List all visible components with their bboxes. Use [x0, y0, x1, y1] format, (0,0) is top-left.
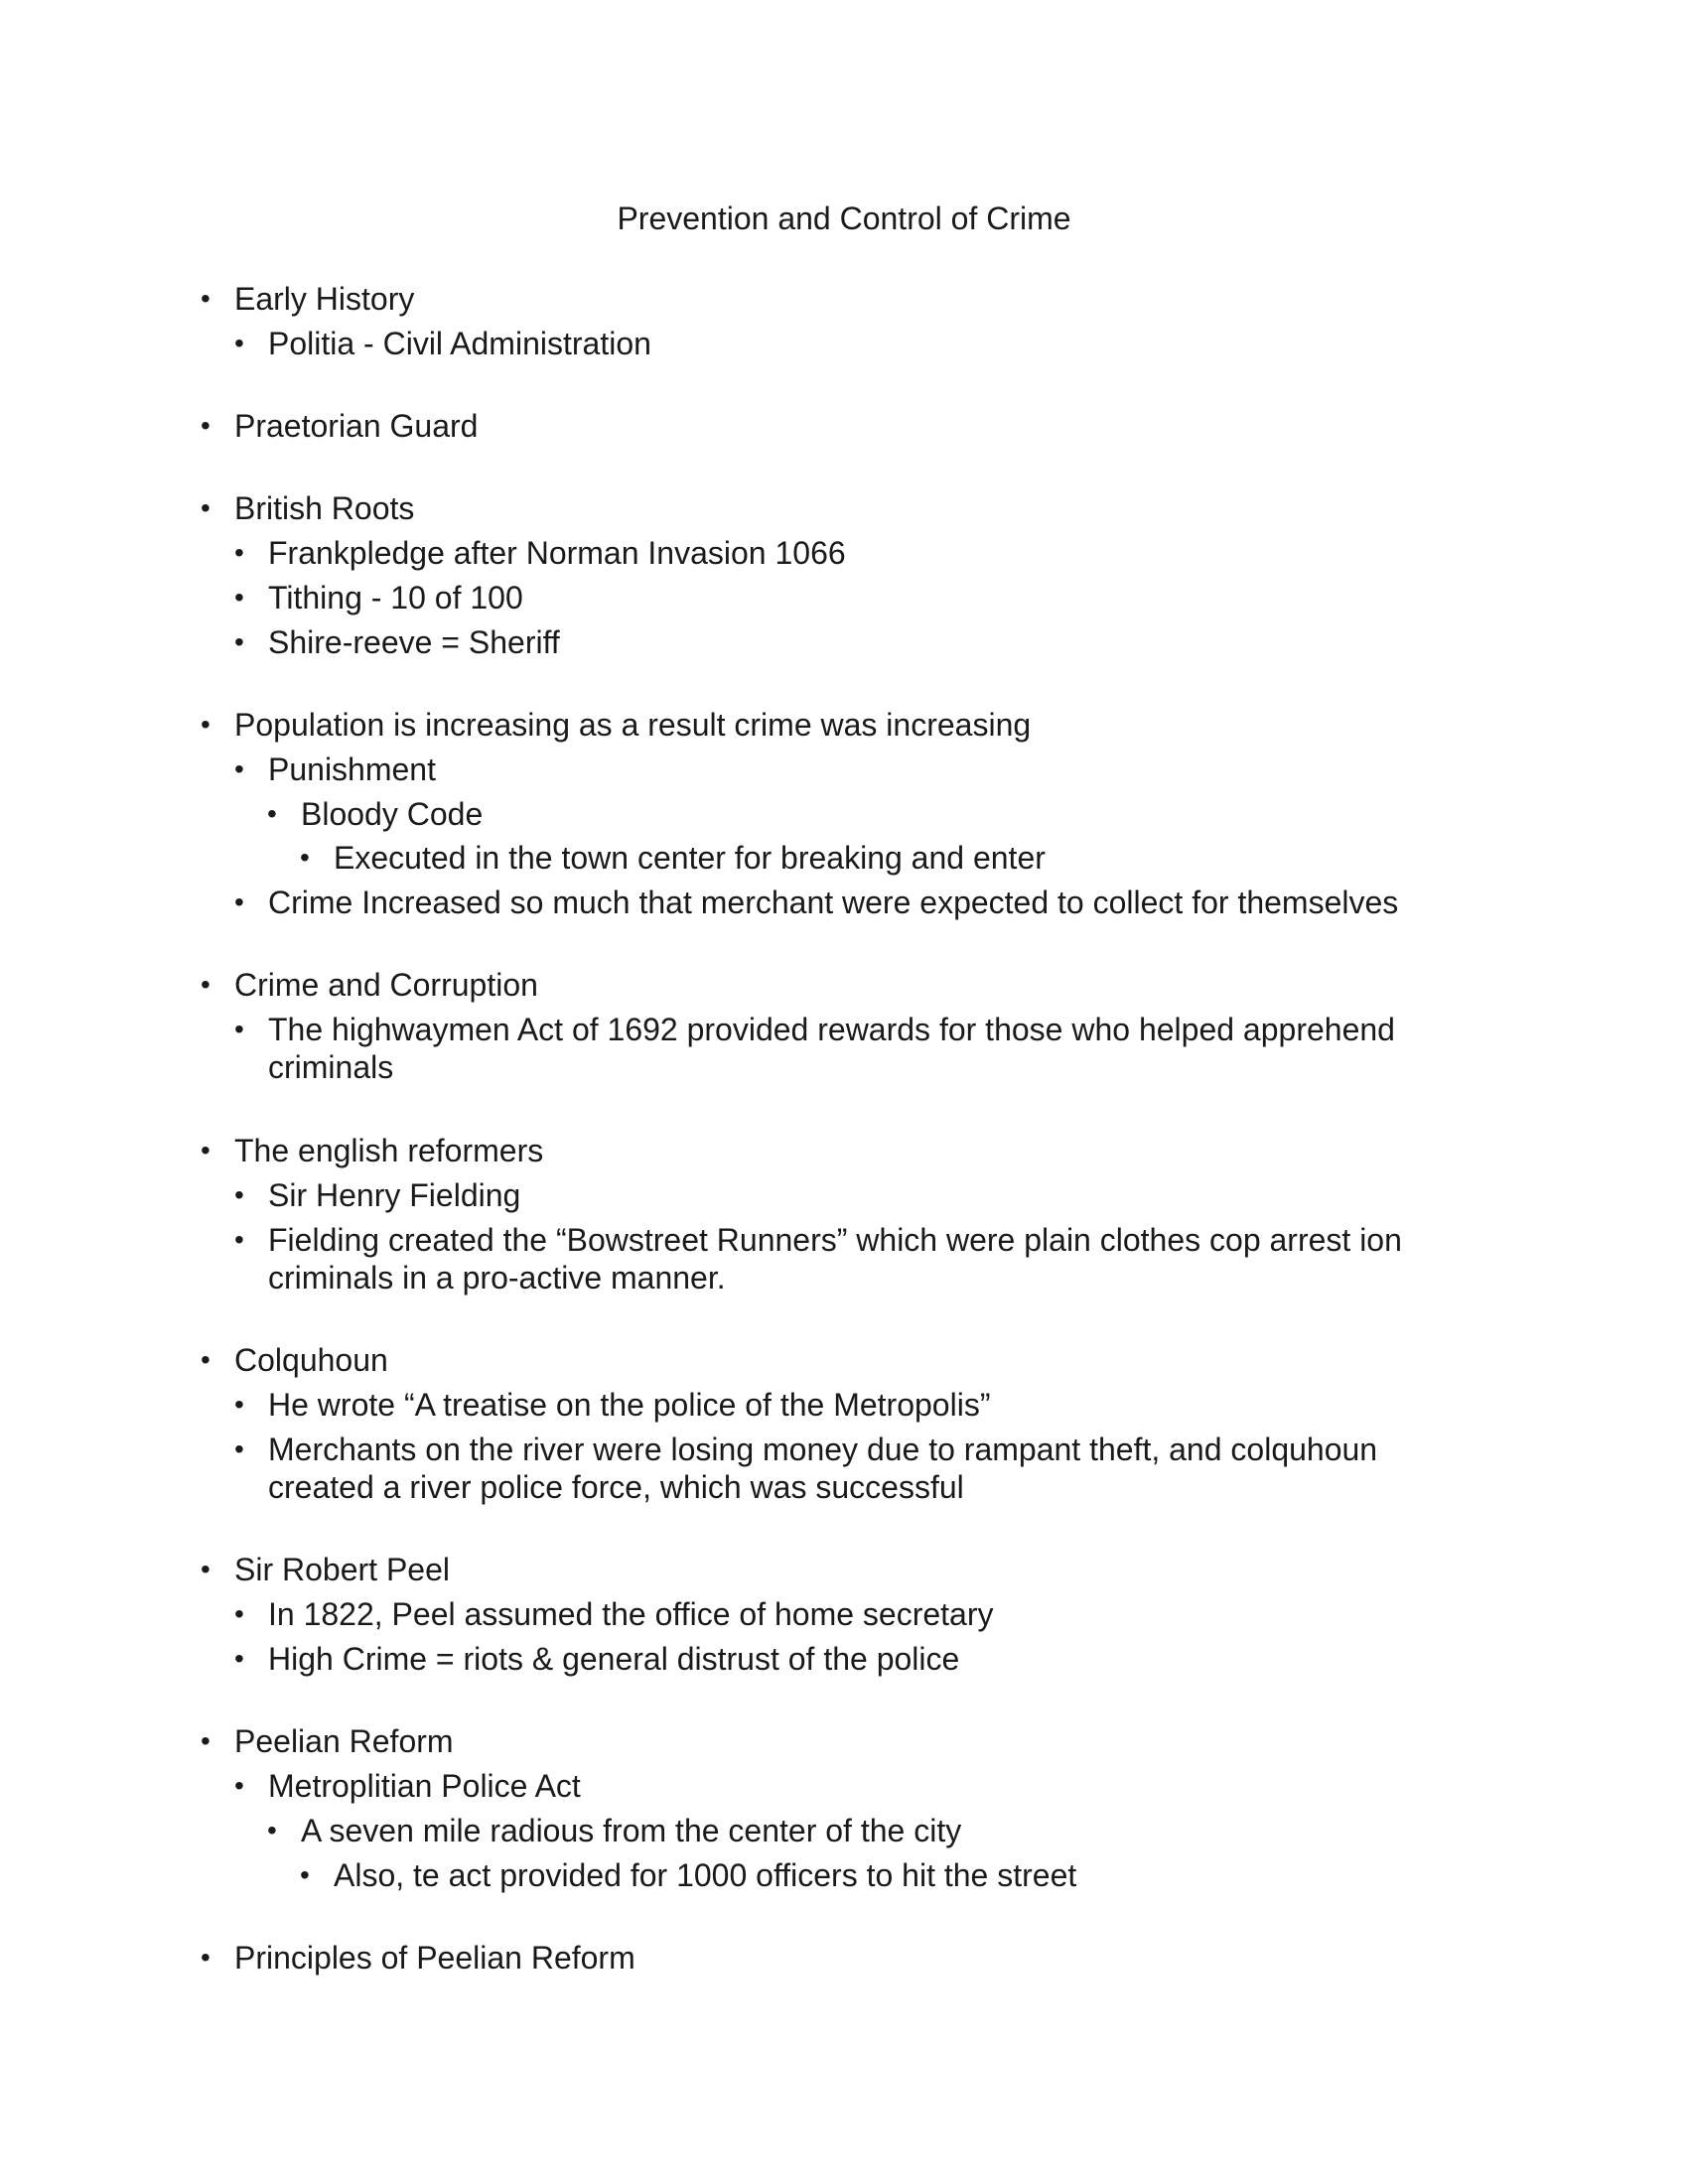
list-item [234, 325, 651, 362]
section-heading [201, 1551, 450, 1588]
list-item-text: Bloody Code [301, 796, 484, 832]
section-heading [201, 489, 415, 527]
section-heading-text: Population is increasing as a result crime was increasing [234, 707, 1032, 743]
bullet-icon: • [201, 410, 211, 441]
section-heading [201, 1939, 635, 1977]
list-item [234, 1640, 960, 1678]
bullet-icon: • [234, 1433, 244, 1464]
bullet-icon: • [234, 328, 244, 358]
section-heading-text: Sir Robert Peel [234, 1552, 450, 1587]
list-item-text: A seven mile radious from the center of the city [301, 1813, 962, 1848]
section-heading-text: Crime and Corruption [234, 967, 538, 1003]
list-item [267, 795, 484, 833]
bullet-icon: • [234, 1224, 244, 1255]
bullet-icon: • [234, 1014, 244, 1044]
bullet-icon: • [234, 887, 244, 917]
bullet-icon: • [234, 537, 244, 568]
bullet-icon: • [234, 626, 244, 657]
bullet-icon: • [234, 1770, 244, 1801]
list-item [300, 1856, 1077, 1894]
list-item-text: Fielding created the “Bowstreet Runners” which were plain clothes cop arrest ion criminals in a pro-active manner. [268, 1222, 1402, 1296]
section-heading [201, 1132, 544, 1169]
bullet-icon: • [201, 969, 211, 1000]
list-item [234, 1221, 1460, 1297]
section-heading-text: Principles of Peelian Reform [234, 1940, 635, 1976]
page-title [0, 199, 1688, 238]
list-item-text: Also, te act provided for 1000 officers to hit the street [334, 1857, 1077, 1893]
list-item-text: Metroplitian Police Act [268, 1768, 581, 1804]
list-item-text: Politia - Civil Administration [268, 326, 651, 361]
section-heading-text: British Roots [234, 490, 415, 526]
bullet-icon: • [201, 709, 211, 740]
list-item-text: Shire-reeve = Sheriff [268, 624, 560, 660]
bullet-icon: • [201, 1554, 211, 1584]
list-item-text: In 1822, Peel assumed the office of home secretary [268, 1596, 994, 1632]
list-item-text: Frankpledge after Norman Invasion 1066 [268, 535, 846, 571]
bullet-icon: • [201, 1725, 211, 1756]
list-item [300, 839, 1046, 877]
list-item [234, 1386, 991, 1424]
section-heading-text: The english reformers [234, 1133, 544, 1168]
section-heading [201, 280, 415, 318]
list-item-text: Punishment [268, 751, 436, 787]
list-item [234, 579, 523, 616]
section-heading-text: Praetorian Guard [234, 408, 479, 444]
bullet-icon: • [234, 1643, 244, 1674]
bullet-icon: • [300, 1859, 310, 1890]
section-heading-text: Colquhoun [234, 1342, 388, 1378]
section-heading [201, 966, 538, 1004]
list-item [234, 1595, 994, 1633]
list-item [234, 623, 560, 661]
bullet-icon: • [234, 1598, 244, 1629]
list-item-text: Merchants on the river were losing money due to rampant theft, and colquhoun created a river police force, which was successful [268, 1432, 1378, 1505]
bullet-icon: • [201, 492, 211, 523]
bullet-icon: • [300, 842, 310, 873]
section-heading-text: Peelian Reform [234, 1723, 454, 1759]
section-heading [201, 1722, 454, 1760]
bullet-icon: • [234, 1179, 244, 1210]
list-item-text: Tithing - 10 of 100 [268, 580, 523, 615]
list-item [234, 1431, 1440, 1506]
section-heading [201, 407, 479, 445]
list-item-text: Crime Increased so much that merchant were expected to collect for themselves [268, 885, 1399, 920]
bullet-icon: • [234, 582, 244, 613]
list-item-text: High Crime = riots & general distrust of the police [268, 1641, 960, 1677]
bullet-icon: • [267, 1815, 277, 1845]
bullet-icon: • [201, 1344, 211, 1375]
bullet-icon: • [267, 798, 277, 829]
list-item-text: The highwaymen Act of 1692 provided rewards for those who helped apprehend criminals [268, 1012, 1395, 1085]
list-item [234, 1767, 581, 1805]
list-item [234, 534, 846, 572]
bullet-icon: • [234, 1389, 244, 1420]
list-item-text: He wrote “A treatise on the police of the Metropolis” [268, 1387, 991, 1423]
bullet-icon: • [234, 753, 244, 784]
section-heading [201, 706, 1032, 744]
bullet-icon: • [201, 1942, 211, 1973]
list-item [267, 1812, 962, 1849]
section-heading-text: Early History [234, 281, 415, 317]
list-item-text: Executed in the town center for breaking and enter [334, 840, 1046, 876]
list-item [234, 1176, 521, 1214]
page-title-text: Prevention and Control of Crime [617, 201, 1071, 236]
bullet-icon: • [201, 1135, 211, 1165]
list-item-text: Sir Henry Fielding [268, 1177, 521, 1213]
list-item [234, 1011, 1460, 1086]
list-item [234, 751, 436, 788]
bullet-icon: • [201, 283, 211, 314]
section-heading [201, 1341, 388, 1379]
list-item [234, 884, 1399, 921]
